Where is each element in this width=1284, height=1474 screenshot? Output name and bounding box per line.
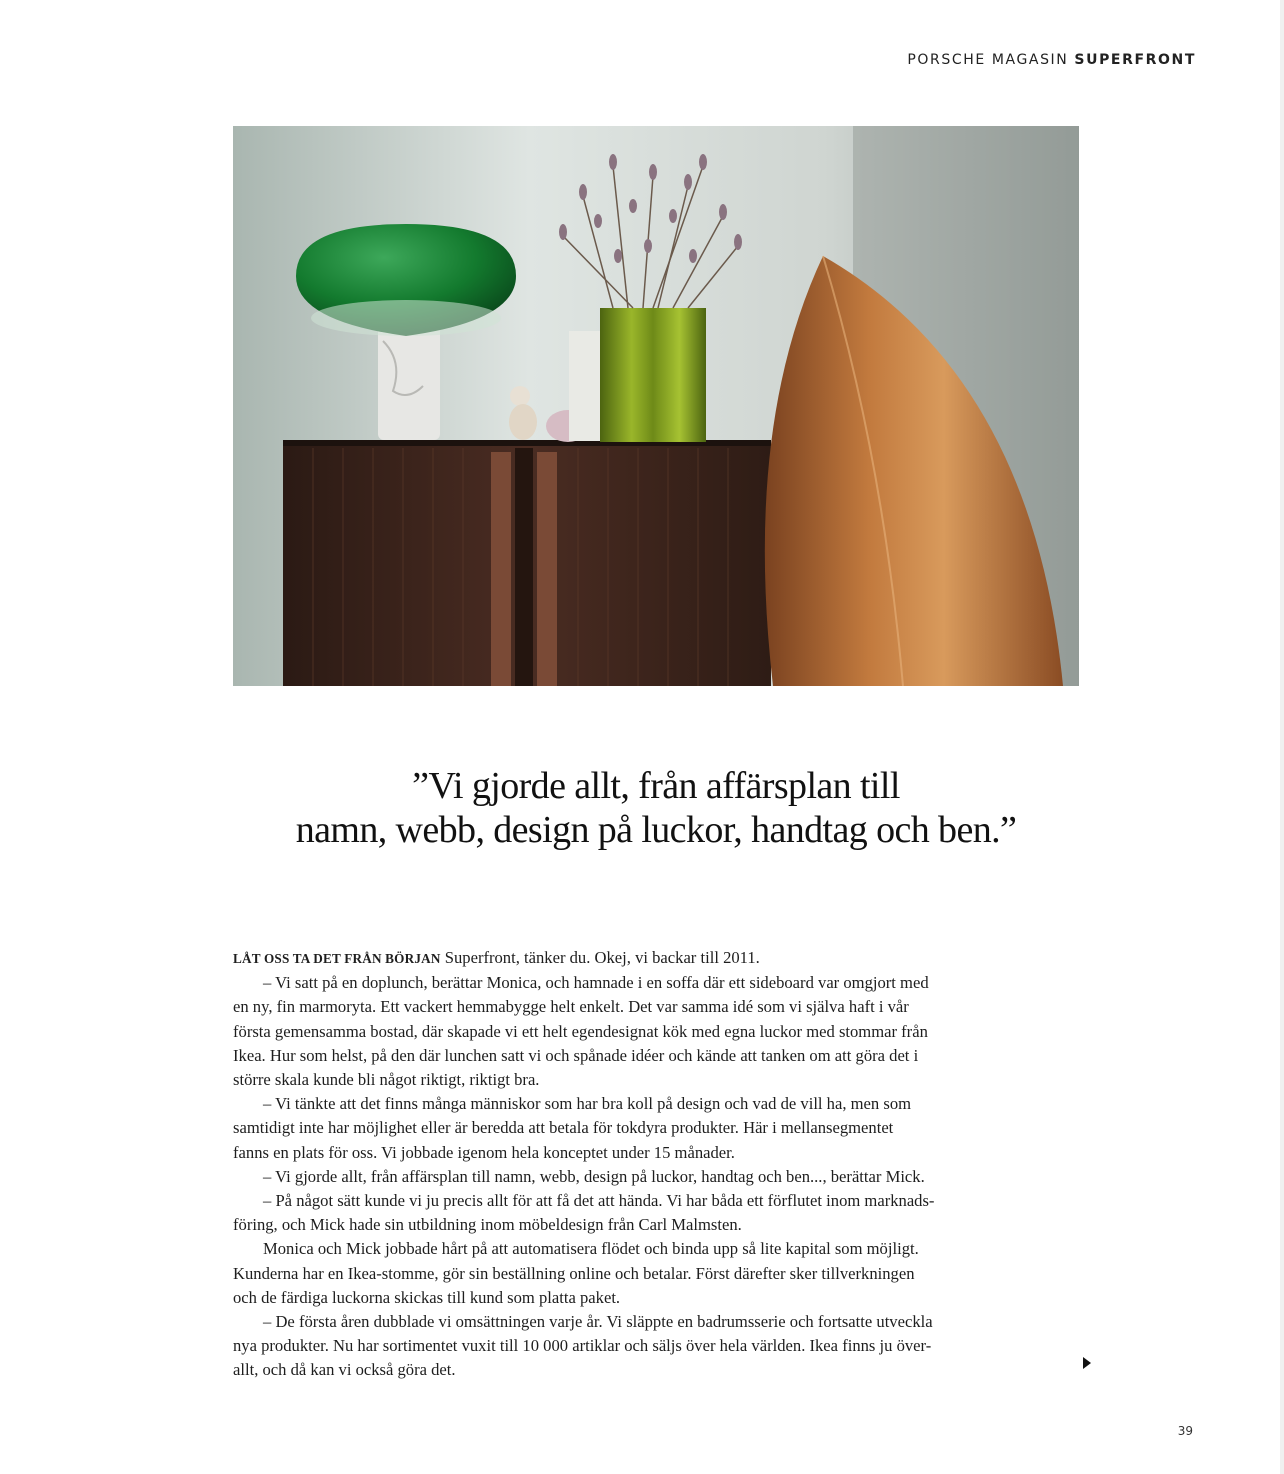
interior-photo [233,126,1079,686]
article-line: samtidigt inte har möjlighet eller är beredda att betala för tokdyra produkter. Här i mellansegmentet [233,1118,894,1138]
page-number: 39 [1177,1424,1193,1438]
running-header [907,52,1196,68]
article-line [233,946,1083,971]
article-line: – Vi gjorde allt, från affärsplan till namn, webb, design på luckor, handtag och ben..., berättar Mick. [263,1166,925,1186]
continue-arrow-icon [1083,1357,1091,1369]
article-line: allt, och då kan vi också göra det. [233,1360,456,1380]
article-line: – På något sätt kunde vi ju precis allt för att få det att hända. Vi har båda ett förflutet inom marknads- [263,1191,935,1211]
article-line: – Vi satt på en doplunch, berättar Monica, och hamnade i en soffa där ett sideboard var omgjort med [263,973,929,993]
article-line: Kunderna har en Ikea-stomme, gör sin beställning online och betalar. Först därefter sker tillverkningen [233,1263,915,1283]
interior-photo-illustration [233,126,1079,686]
article-body [233,946,1083,1383]
article-line: föring, och Mick hade sin utbildning inom möbeldesign från Carl Malmsten. [233,1215,742,1235]
article-line: Ikea. Hur som helst, på den där lunchen satt vi och spånade idéer och kände att tanken om att göra det i [233,1045,919,1065]
section-name: SUPERFRONT [1074,52,1196,68]
page-edge [1280,0,1284,1474]
lead-in: LÅT OSS TA DET FRÅN BÖRJAN [233,951,441,966]
article-line: nya produkter. Nu har sortimentet vuxit till 10 000 artiklar och säljs över hela världen. Ikea finns ju över- [233,1336,932,1356]
article-line: Monica och Mick jobbade hårt på att automatisera flödet och binda upp så lite kapital som möjligt. [263,1239,919,1259]
magazine-name: PORSCHE MAGASIN [907,52,1069,68]
article-line: en ny, fin marmoryta. Ett vackert hemmabygge helt enkelt. Det var samma idé som vi själva haft i vår [233,997,909,1017]
article-line-text: Superfront, tänker du. Okej, vi backar till 2011. [444,948,760,967]
article-line: och de färdiga luckorna skickas till kund som platta paket. [233,1287,621,1307]
article-line: större skala kunde bli något riktigt, riktigt bra. [233,1070,540,1090]
article-line: fanns en plats för oss. Vi jobbade igenom hela konceptet under 15 månader. [233,1142,735,1162]
article-line: första gemensamma bostad, där skapade vi ett helt egendesignat kök med egna luckor med stommar från [233,1021,928,1041]
article-line: – De första åren dubblade vi omsättningen varje år. Vi släppte en badrumsserie och fortsatte utveckla [263,1312,933,1332]
pull-quote [233,764,1079,852]
article-line: – Vi tänkte att det finns många människor som har bra koll på design och vad de vill ha, men som [263,1094,912,1114]
pull-quote-line-2: namn, webb, design på luckor, handtag och ben.” [295,809,1017,851]
pull-quote-line-1: ”Vi gjorde allt, från affärsplan till [412,765,900,807]
